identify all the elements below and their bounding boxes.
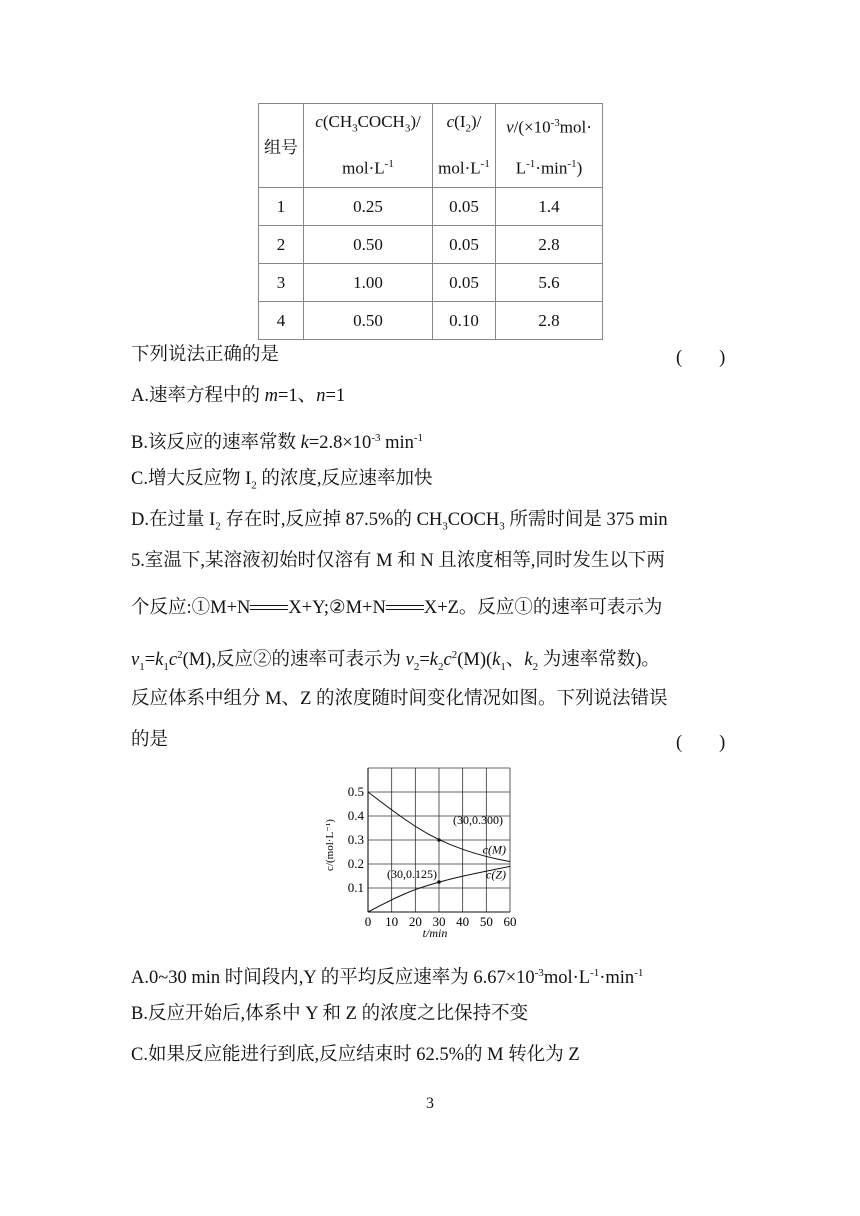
table-row — [259, 264, 603, 302]
table-cell: 1 — [259, 188, 304, 226]
x-tick-label: 10 — [385, 914, 399, 929]
header-c-i2: $c(I_2)/$ $mol\cdot L^{-1}$ — [433, 104, 496, 188]
table-header-row — [259, 104, 603, 188]
table-cell: 4 — [259, 302, 304, 340]
table-cell: 2.8 — [496, 226, 603, 264]
concentration-time-chart — [320, 760, 540, 945]
q4-option-d: D.在过量 $I_2$ 存在时,反应掉 87.5%的 $CH_3COCH_3$ 所需时间是 375 min — [131, 510, 668, 533]
reaction-equals-sign — [386, 604, 424, 614]
rate-data-table — [258, 103, 603, 340]
q5-line2: 个反应:①M+N X+Y;②M+N X+Z。反应①的速率可表示为 — [131, 598, 663, 618]
x-tick-label: 60 — [503, 914, 517, 929]
table-cell: 5.6 — [496, 264, 603, 302]
q5-line1: 5.室温下,某溶液初始时仅溶有 M 和 N 且浓度相等,同时发生以下两 — [131, 551, 665, 571]
table-cell: 1.4 — [496, 188, 603, 226]
table-cell: 2.8 — [496, 302, 603, 340]
header-c-acetone: $c(CH_3COCH_3)/$ $mol\cdot L^{-1}$ — [304, 104, 433, 188]
table-cell: 1.00 — [304, 264, 433, 302]
x-tick-label: 40 — [456, 914, 470, 929]
table-cell: 0.50 — [304, 226, 433, 264]
y-tick-label: 0.4 — [347, 808, 364, 823]
x-tick-label: 20 — [408, 914, 422, 929]
table-cell: 0.25 — [304, 188, 433, 226]
y-tick-label: 0.2 — [347, 856, 364, 871]
q5-option-c: C.如果反应能进行到底,反应结束时 62.5%的 M 转化为 Z — [131, 1045, 580, 1065]
q4-option-b: B.该反应的速率常数 $k=2.8\times 10^{-3}$ $\min^{-1}$ — [131, 432, 424, 454]
x-tick-label: 50 — [479, 914, 493, 929]
annotation-label: (30,0.125) — [387, 867, 437, 881]
y-axis-label: c/(mol·L⁻¹) — [324, 819, 336, 871]
q4-option-c: C.增大反应物 $I_2$ 的浓度,反应速率加快 — [131, 469, 433, 492]
series-label: c(M) — [482, 842, 506, 857]
table-cell: 0.05 — [433, 226, 496, 264]
table-row — [259, 188, 603, 226]
y-tick-label: 0.3 — [347, 832, 364, 847]
reaction-equals-sign — [250, 604, 288, 614]
q5-line4: 反应体系中组分 M、Z 的浓度随时间变化情况如图。下列说法错误 — [131, 689, 668, 709]
y-tick-label: 0.5 — [347, 784, 364, 799]
q5-line5: 的是 — [131, 730, 169, 750]
page-number: 3 — [426, 1095, 434, 1112]
table-cell: 0.05 — [433, 188, 496, 226]
q4-stem: 下列说法正确的是 — [131, 345, 280, 365]
q5-option-a: A.0~30 min 时间段内,Y 的平均反应速率为 $6.67\times 10^{-3}mol\cdot L^{-1}\cdot\min^{-1}$ — [131, 967, 644, 989]
table-cell: 0.50 — [304, 302, 433, 340]
q4-option-a: A.速率方程中的 m=1、n=1 — [131, 386, 346, 406]
x-tick-label: 0 — [364, 914, 372, 929]
table-cell: 0.05 — [433, 264, 496, 302]
header-rate: $v/(\times 10^{-3}mol\cdot$ $L^{-1}\cdot\min^{-1}$) — [496, 104, 603, 188]
table-row — [259, 302, 603, 340]
q5-answer-paren: ( ) — [676, 733, 726, 753]
x-tick-label: 30 — [432, 914, 446, 929]
table-row — [259, 226, 603, 264]
table-cell: 3 — [259, 264, 304, 302]
annotation-point — [437, 880, 441, 884]
table-cell: 0.10 — [433, 302, 496, 340]
header-group: 组号 — [259, 104, 304, 188]
x-axis-label: t/min — [422, 926, 448, 940]
q4-answer-paren: ( ) — [676, 348, 726, 368]
series-label: c(Z) — [486, 867, 506, 882]
annotation-label: (30,0.300) — [453, 813, 503, 827]
q5-option-b: B.反应开始后,体系中 Y 和 Z 的浓度之比保持不变 — [131, 1004, 529, 1024]
table-cell: 2 — [259, 226, 304, 264]
y-tick-label: 0.1 — [347, 880, 364, 895]
q5-line3: $v_1=k_1c^2(M)$,反应②的速率可表示为 $v_2=k_2c^2(M)(k_1$、$k_2$ 为速率常数)。 — [131, 649, 660, 673]
annotation-point — [437, 838, 441, 842]
